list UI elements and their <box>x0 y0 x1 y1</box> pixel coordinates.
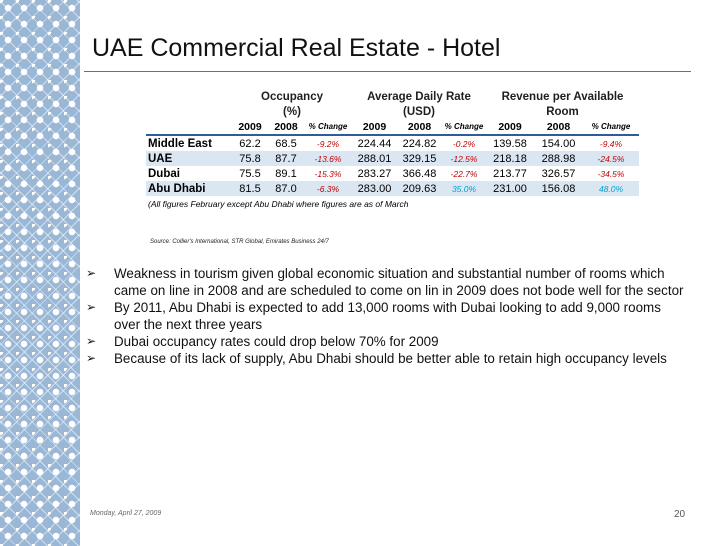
arrow-bullet-icon: ➢ <box>86 334 97 348</box>
group-adr-title: Average Daily Rate <box>367 90 471 103</box>
group-adr-unit: (USD) <box>403 105 435 118</box>
change-cell: -15.3% <box>314 168 342 179</box>
subheader-year: 2008 <box>397 119 442 135</box>
table-row <box>146 181 639 196</box>
value-cell: 224.82 <box>402 137 437 150</box>
value-cell: 213.77 <box>493 167 527 180</box>
decorative-pattern-sidebar <box>0 0 80 546</box>
subheader-year: 2008 <box>268 119 304 135</box>
slide-title: UAE Commercial Real Estate - Hotel <box>92 34 501 62</box>
bullet-text: By 2011, Abu Dhabi is expected to add 13,000 rooms with Dubai looking to add 9,000 rooms over the next three years <box>114 300 661 332</box>
table-footnote: (All figures February except Abu Dhabi where figures are as of March <box>148 198 409 209</box>
change-cell: -12.5% <box>442 151 486 166</box>
footer-date: Monday, April 27, 2009 <box>90 510 162 517</box>
subheader-year: 2009 <box>352 119 397 135</box>
table-body <box>146 135 639 196</box>
bullet-list <box>84 265 684 367</box>
value-cell: 366.48 <box>402 167 437 180</box>
change-cell: -22.7% <box>450 168 478 179</box>
change-cell: -0.2% <box>452 138 476 149</box>
row-label: Middle East <box>148 137 212 150</box>
value-cell: 231.00 <box>486 181 534 196</box>
subheader-year: 2009 <box>486 119 534 135</box>
change-cell: -6.3% <box>304 181 352 196</box>
value-cell: 139.58 <box>493 137 527 150</box>
title-divider <box>84 71 691 72</box>
bullet-text: Weakness in tourism given global economic situation and substantial number of rooms which came on line in 2008 and are scheduled to come on lin in 2009 does not bode well for the sector <box>114 266 684 298</box>
value-cell: 224.44 <box>357 137 392 150</box>
value-cell: 288.01 <box>352 151 397 166</box>
value-cell: 89.1 <box>275 167 297 180</box>
value-cell: 75.5 <box>239 167 261 180</box>
bullet-text: Because of its lack of supply, Abu Dhabi should be better able to retain high occupancy levels <box>114 351 667 366</box>
row-label: UAE <box>146 151 232 166</box>
change-cell: -34.5% <box>597 168 625 179</box>
value-cell: 326.57 <box>541 167 576 180</box>
change-cell: -13.6% <box>304 151 352 166</box>
table-row <box>146 166 639 181</box>
header-empty <box>146 119 232 135</box>
value-cell: 87.7 <box>268 151 304 166</box>
bullet-item <box>84 333 684 350</box>
subheader-change: % Change <box>583 119 639 135</box>
group-revpar-unit: Room <box>546 105 579 118</box>
value-cell: 329.15 <box>397 151 442 166</box>
header-empty <box>146 104 232 119</box>
change-cell: -24.5% <box>583 151 639 166</box>
change-cell: -9.4% <box>599 138 623 149</box>
value-cell: 62.2 <box>239 137 261 150</box>
hotel-metrics-table <box>146 89 639 211</box>
subheader-year: 2009 <box>232 119 268 135</box>
value-cell: 68.5 <box>275 137 297 150</box>
table-row <box>146 135 639 151</box>
group-occupancy-unit: (%) <box>283 105 301 118</box>
value-cell: 288.98 <box>534 151 583 166</box>
row-label: Dubai <box>148 167 180 180</box>
table-row <box>146 151 639 166</box>
group-revpar-title: Revenue per Available <box>501 90 624 103</box>
group-occupancy-title: Occupancy <box>261 90 323 103</box>
bullet-item <box>84 299 684 333</box>
source-note: Source: Collier's International, STR Global, Emirates Business 24/7 <box>150 239 329 245</box>
header-empty <box>146 89 232 104</box>
bullet-item <box>84 265 684 299</box>
arrow-bullet-icon: ➢ <box>86 266 97 280</box>
arrow-bullet-icon: ➢ <box>86 300 97 314</box>
value-cell: 209.63 <box>397 181 442 196</box>
value-cell: 154.00 <box>541 137 576 150</box>
change-cell: 48.0% <box>583 181 639 196</box>
arrow-bullet-icon: ➢ <box>86 351 97 365</box>
value-cell: 87.0 <box>268 181 304 196</box>
value-cell: 218.18 <box>486 151 534 166</box>
page-number: 20 <box>674 509 686 520</box>
subheader-change: % Change <box>442 119 486 135</box>
hotel-metrics-table-image <box>146 89 639 234</box>
bullet-item <box>84 350 684 367</box>
value-cell: 81.5 <box>232 181 268 196</box>
subheader-change: % Change <box>304 119 352 135</box>
value-cell: 75.8 <box>232 151 268 166</box>
value-cell: 283.00 <box>352 181 397 196</box>
value-cell: 283.27 <box>357 167 392 180</box>
bullet-text: Dubai occupancy rates could drop below 70% for 2009 <box>114 334 439 349</box>
row-label: Abu Dhabi <box>146 181 232 196</box>
change-cell: -9.2% <box>316 138 340 149</box>
subheader-year: 2008 <box>534 119 583 135</box>
change-cell: 35.0% <box>442 181 486 196</box>
value-cell: 156.08 <box>534 181 583 196</box>
